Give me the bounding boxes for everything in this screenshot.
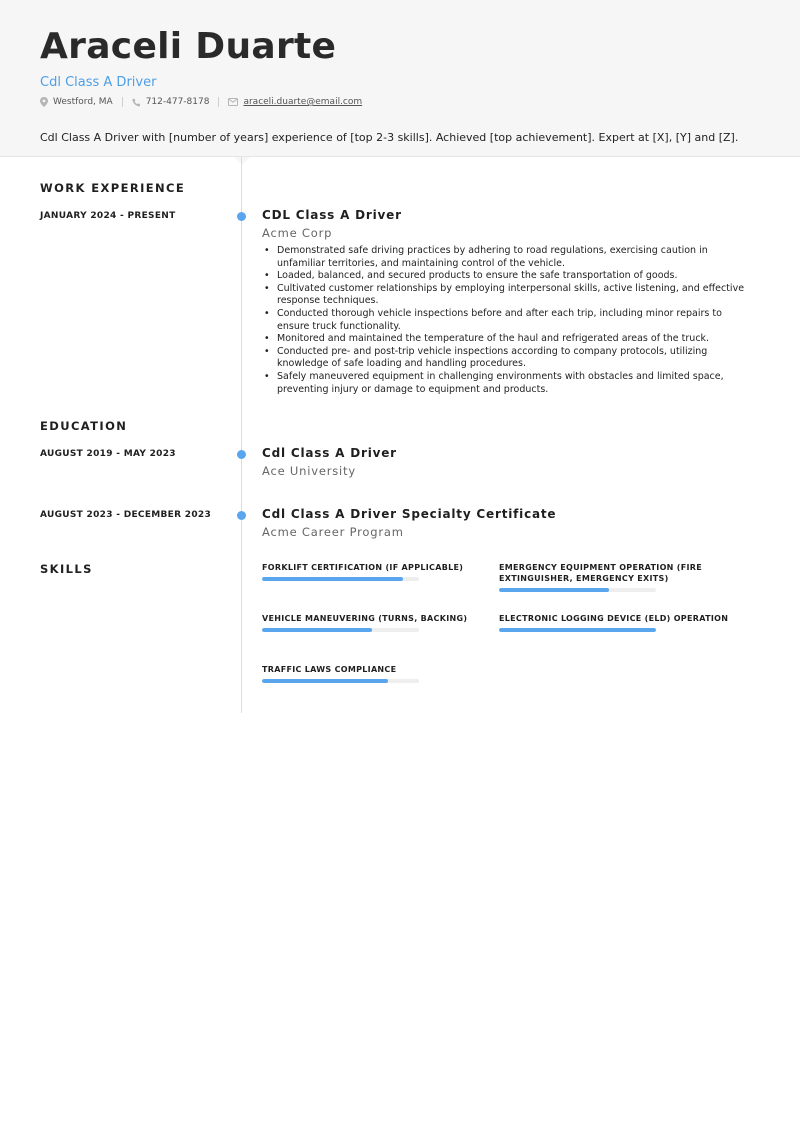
skill-bar-fill: [262, 679, 388, 683]
timeline-dot: [237, 212, 246, 221]
candidate-role: Cdl Class A Driver: [40, 75, 157, 90]
map-pin-icon: [40, 97, 48, 107]
candidate-name: Araceli Duarte: [40, 26, 337, 67]
job-title: CDL Class A Driver: [262, 208, 402, 222]
section-title-skills: SKILLS: [40, 562, 93, 576]
skill-name: ELECTRONIC LOGGING DEVICE (ELD) OPERATION: [499, 614, 729, 623]
list-item: • Conducted pre- and post-trip vehicle inspections according to company protocols, utilizing knowledge of safe loading and handling procedures.: [262, 346, 752, 371]
education-degree: Cdl Class A Driver: [262, 446, 397, 460]
location-text: Westford, MA: [53, 97, 113, 107]
section-title-work: WORK EXPERIENCE: [40, 181, 186, 195]
contact-divider: [218, 97, 219, 107]
timeline-line: [241, 157, 242, 713]
timeline-dot: [237, 450, 246, 459]
job-bullets: [262, 245, 752, 396]
education-school: Ace University: [262, 464, 356, 478]
phone-text: 712-477-8178: [145, 97, 210, 107]
education-dates: AUGUST 2023 - DECEMBER 2023: [40, 510, 212, 520]
phone-icon: [132, 98, 141, 107]
skill-item: [499, 562, 729, 592]
skill-item: [262, 613, 492, 632]
education-school: Acme Career Program: [262, 525, 404, 539]
envelope-icon: [228, 98, 238, 106]
resume-header: [0, 0, 800, 157]
education-degree: Cdl Class A Driver Specialty Certificate: [262, 507, 557, 521]
contact-info: [40, 97, 362, 107]
skill-item: [262, 562, 492, 581]
phone-item: [132, 97, 210, 107]
list-item: • Cultivated customer relationships by employing interpersonal skills, active listening, and effective response techniques.: [262, 283, 752, 308]
skill-bar-fill: [499, 628, 656, 632]
list-item: • Demonstrated safe driving practices by adhering to road regulations, exercising caution in unfamiliar territories, and maintaining control of the vehicle.: [262, 245, 752, 270]
location-item: [40, 97, 113, 107]
skill-bar: [262, 577, 419, 581]
profile-summary: Cdl Class A Driver with [number of years] experience of [top 2-3 skills]. Achieved [top achievement]. Expert at [X], [Y] and [Z].: [40, 131, 739, 144]
header-notch: [234, 157, 250, 165]
skill-bar: [499, 588, 656, 592]
email-item: [228, 97, 362, 107]
skill-bar: [262, 628, 419, 632]
skill-name: FORKLIFT CERTIFICATION (IF APPLICABLE): [262, 563, 464, 572]
skill-name: VEHICLE MANEUVERING (TURNS, BACKING): [262, 614, 468, 623]
timeline-dot: [237, 511, 246, 520]
skill-bar: [262, 679, 419, 683]
skill-bar-fill: [262, 577, 403, 581]
education-dates: AUGUST 2019 - MAY 2023: [40, 449, 176, 459]
skill-name: EMERGENCY EQUIPMENT OPERATION (FIRE EXTINGUISHER, EMERGENCY EXITS): [499, 563, 702, 583]
contact-divider: [122, 97, 123, 107]
list-item: • Safely maneuvered equipment in challenging environments with obstacles and limited space, preventing injury or damage to equipment and products.: [262, 371, 752, 396]
section-title-education: EDUCATION: [40, 419, 128, 433]
email-link[interactable]: araceli.duarte@email.com: [243, 97, 363, 107]
skill-item: [499, 613, 729, 632]
list-item: • Loaded, balanced, and secured products to ensure the safe transportation of goods.: [262, 270, 752, 283]
skill-item: [262, 664, 492, 683]
list-item: • Conducted thorough vehicle inspections before and after each trip, including minor repairs to ensure truck functionality.: [262, 308, 752, 333]
job-dates: JANUARY 2024 - PRESENT: [40, 211, 176, 221]
list-item: • Monitored and maintained the temperature of the haul and refrigerated areas of the truck.: [262, 333, 752, 346]
job-company: Acme Corp: [262, 226, 333, 240]
skill-name: TRAFFIC LAWS COMPLIANCE: [262, 665, 397, 674]
skill-bar-fill: [499, 588, 609, 592]
skill-bar-fill: [262, 628, 372, 632]
skill-bar: [499, 628, 656, 632]
